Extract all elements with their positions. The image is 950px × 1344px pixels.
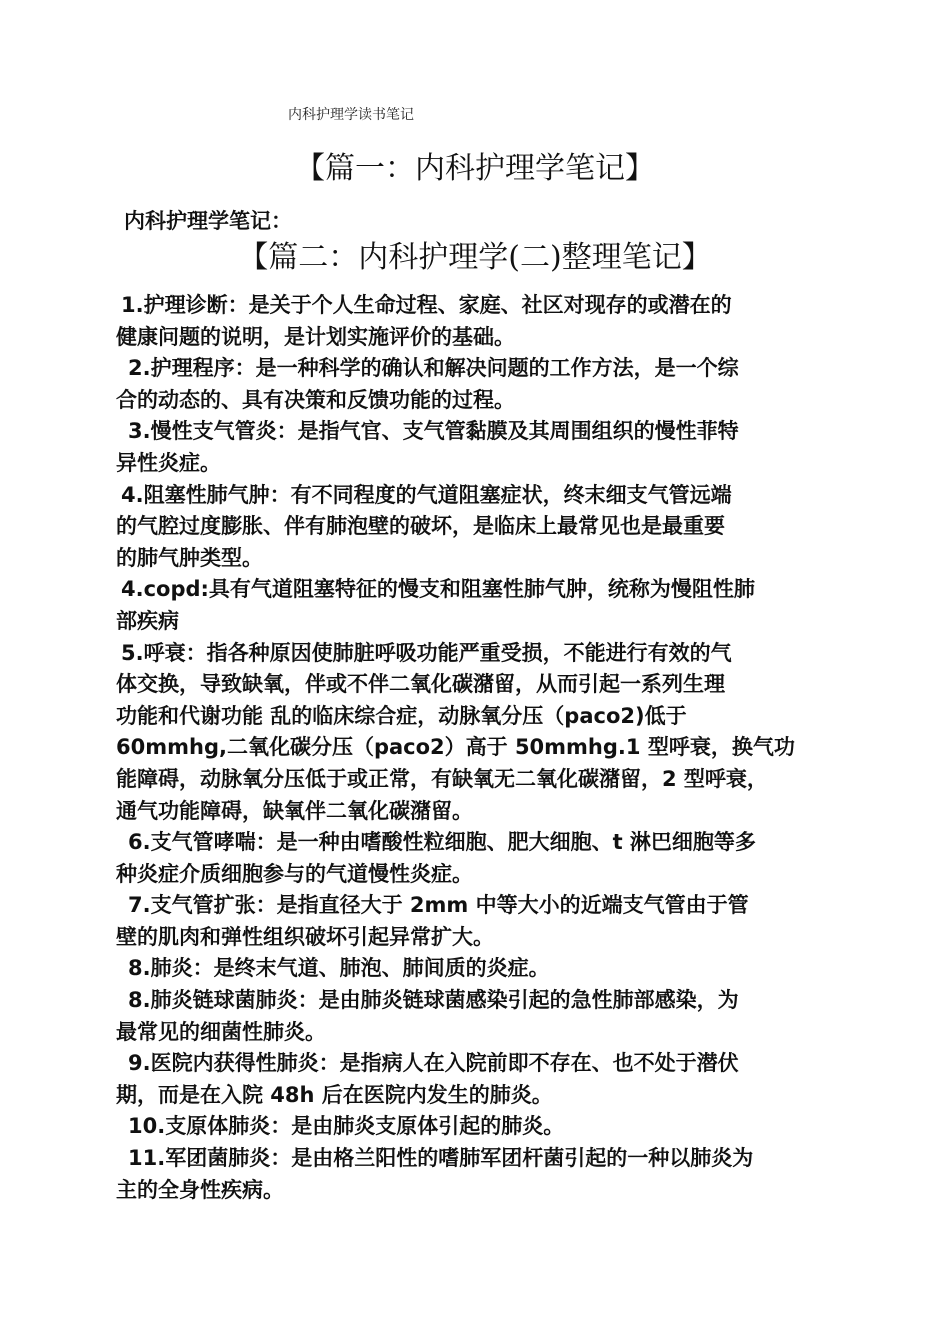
note-line: 的气腔过度膨胀、伴有肺泡壁的破坏，是临床上最常见也是最重要 [116,514,725,539]
note-line: 1.护理诊断：是关于个人生命过程、家庭、社区对现存的或潜在的 [121,293,732,317]
note-line: 8.肺炎：是终末气道、肺泡、肺间质的炎症。 [128,956,550,981]
note-line: 功能和代谢功能 乱的临床综合症，动脉氧分压（paco2)低于 [116,703,687,728]
note-line: 异性炎症。 [116,450,221,475]
subtitle: 内科护理学笔记： [124,209,292,233]
note-line: 10.支原体肺炎：是由肺炎支原体引起的肺炎。 [128,1114,565,1139]
title-part-two: 【篇二：内科护理学(二)整理笔记】 [238,240,712,275]
note-line: 的肺气肿类型。 [116,545,263,570]
note-line: 期，而是在入院 48h 后在医院内发生的肺炎。 [116,1082,553,1107]
note-line: 健康问题的说明，是计划实施评价的基础。 [116,324,515,349]
note-line: 8.肺炎链球菌肺炎：是由肺炎链球菌感染引起的急性肺部感染，为 [128,988,739,1013]
title-part-one: 【篇一：内科护理学笔记】 [295,151,655,186]
note-line: 4.copd:具有气道阻塞特征的慢支和阻塞性肺气肿，统称为慢阻性肺 [121,577,755,602]
notes-body [116,290,846,1206]
note-line: 5.呼衰：指各种原因使肺脏呼吸功能严重受损，不能进行有效的气 [121,640,732,665]
note-line: 6.支气管哮喘：是一种由嗜酸性粒细胞、肥大细胞、t 淋巴细胞等多 [128,830,756,855]
note-line: 4.阻塞性肺气肿：有不同程度的气道阻塞症状，终末细支气管远端 [121,482,732,507]
note-line: 11.军团菌肺炎：是由格兰阳性的嗜肺军团杆菌引起的一种以肺炎为 [128,1146,754,1171]
note-line: 壁的肌肉和弹性组织破坏引起异常扩大。 [116,924,494,949]
note-line: 体交换，导致缺氧，伴或不伴二氧化碳潴留，从而引起一系列生理 [116,672,725,697]
note-line: 通气功能障碍，缺氧伴二氧化碳潴留。 [116,798,473,823]
note-line: 3.慢性支气管炎：是指气官、支气管黏膜及其周围组织的慢性菲特 [128,419,739,444]
note-line: 种炎症介质细胞参与的气道慢性炎症。 [116,861,473,886]
note-line: 7.支气管扩张：是指直径大于 2mm 中等大小的近端支气管由于管 [128,893,749,918]
note-line: 主的全身性疾病。 [116,1177,284,1202]
note-line: 60mmhg,二氧化碳分压（paco2）高于 50mmhg.1 型呼衰，换气功 [116,735,795,760]
note-line: 2.护理程序：是一种科学的确认和解决问题的工作方法，是一个综 [128,356,739,381]
header-note: 内科护理学读书笔记 [288,107,414,123]
note-line: 部疾病 [116,608,179,633]
note-line: 能障碍，动脉氧分压低于或正常，有缺氧无二氧化碳潴留，2 型呼衰， [116,766,768,791]
note-line: 9.医院内获得性肺炎：是指病人在入院前即不存在、也不处于潜伏 [128,1051,739,1076]
note-line: 最常见的细菌性肺炎。 [116,1019,326,1044]
note-line: 合的动态的、具有决策和反馈功能的过程。 [116,387,515,412]
